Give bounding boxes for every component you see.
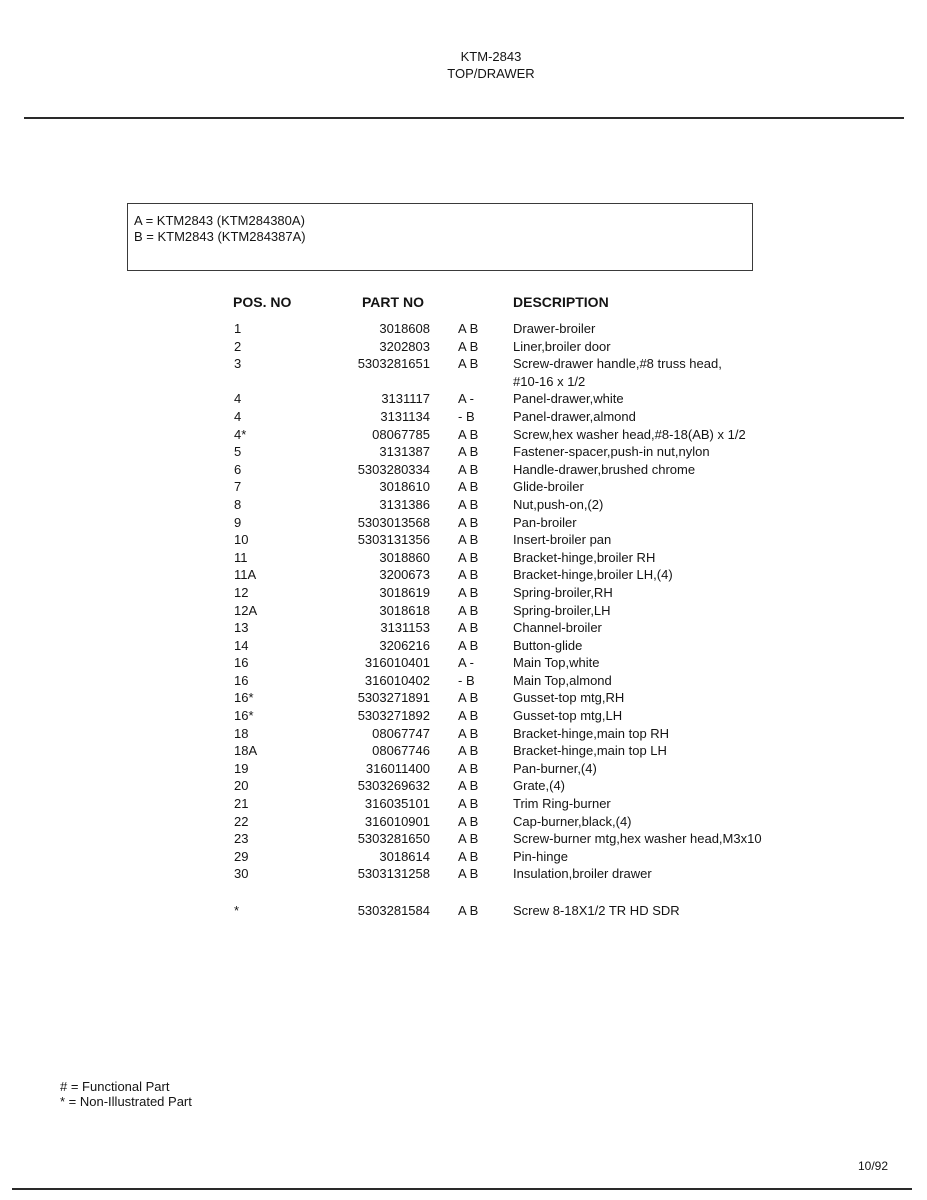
- description-line: Gusset-top mtg,RH: [513, 690, 625, 706]
- part-description: [513, 584, 893, 602]
- parts-row: [0, 320, 927, 338]
- parts-row: [0, 566, 927, 584]
- pos-no: 7: [234, 479, 242, 495]
- part-no: 316011400: [365, 760, 430, 776]
- part-no: 5303280334: [357, 461, 430, 477]
- part-no: 316010401: [364, 655, 430, 671]
- non-illustrated-part-row: [0, 903, 927, 921]
- part-description: [513, 390, 893, 408]
- parts-row: [0, 848, 927, 866]
- pos-no: 10: [234, 532, 249, 548]
- model-applicability: A B: [458, 444, 479, 460]
- pos-no: 6: [234, 461, 242, 477]
- parts-row: [0, 830, 927, 848]
- description-line: Bracket-hinge,main top LH: [513, 743, 667, 759]
- parts-row: [0, 777, 927, 795]
- part-no: 5303013568: [357, 514, 430, 530]
- pos-no: 23: [234, 831, 249, 847]
- model-applicability: A B: [458, 813, 479, 829]
- pos-no: 12A: [234, 602, 258, 618]
- model-applicability: A B: [458, 479, 479, 495]
- model-applicability: A B: [458, 461, 479, 477]
- parts-row: [0, 619, 927, 637]
- part-description: [513, 549, 893, 567]
- pos-no: 8: [234, 496, 242, 512]
- description-line: Insert-broiler pan: [513, 532, 612, 548]
- part-no: 3018614: [379, 848, 430, 864]
- part-description: [513, 725, 893, 743]
- parts-row: [0, 496, 927, 514]
- part-description: [513, 461, 893, 479]
- model-applicability: A B: [458, 903, 479, 918]
- pos-no: 16: [234, 672, 249, 688]
- description-line: Pan-broiler: [513, 514, 577, 530]
- top-divider: [24, 117, 904, 119]
- part-description: [513, 865, 893, 883]
- parts-row: [0, 426, 927, 444]
- pos-no: 16*: [234, 708, 254, 724]
- part-description: [513, 760, 893, 778]
- part-description: [513, 848, 893, 866]
- parts-row: [0, 654, 927, 672]
- part-description: [513, 338, 893, 356]
- parts-row: [0, 742, 927, 760]
- part-description: [513, 619, 893, 637]
- model-applicability: A B: [458, 567, 479, 583]
- part-description: [513, 355, 893, 390]
- description-line: Pin-hinge: [513, 848, 568, 864]
- part-description: [513, 637, 893, 655]
- parts-row: [0, 390, 927, 408]
- model-applicability: A -: [458, 391, 474, 407]
- part-description: [513, 320, 893, 338]
- part-no: 3018860: [379, 549, 430, 565]
- model-legend: [127, 203, 753, 271]
- non-illustrated-part-note: * = Non-Illustrated Part: [60, 1094, 192, 1109]
- part-description: [513, 496, 893, 514]
- model-applicability: A B: [458, 848, 479, 864]
- part-description: [513, 426, 893, 444]
- part-no: 3131134: [380, 408, 430, 424]
- legend-line-b: B = KTM2843 (KTM284387A): [134, 229, 306, 244]
- part-description: [513, 443, 893, 461]
- pos-no: 4: [234, 391, 242, 407]
- model-applicability: A B: [458, 637, 479, 653]
- part-description: [513, 813, 893, 831]
- description-line: Bracket-hinge,broiler RH: [513, 549, 656, 565]
- part-description: [513, 795, 893, 813]
- part-no: 3200673: [379, 567, 430, 583]
- part-no: 08067747: [372, 725, 430, 741]
- pos-no: 30: [234, 866, 249, 882]
- part-no: 5303131258: [357, 866, 430, 882]
- description-line: Main Top,almond: [513, 672, 612, 688]
- parts-row: [0, 672, 927, 690]
- model-applicability: A B: [458, 532, 479, 548]
- part-description: [513, 408, 893, 426]
- part-description: [513, 531, 893, 549]
- legend-notes: [60, 1079, 192, 1109]
- model-applicability: A B: [458, 831, 479, 847]
- model-applicability: A B: [458, 584, 479, 600]
- part-no-header: PART NO: [362, 294, 424, 310]
- pos-no: 18: [234, 725, 249, 741]
- description-line: Glide-broiler: [513, 479, 584, 495]
- description-line: Button-glide: [513, 637, 583, 653]
- pos-no: 13: [234, 620, 249, 636]
- pos-no: 12: [234, 584, 249, 600]
- model-applicability: A B: [458, 690, 479, 706]
- description-line: Channel-broiler: [513, 620, 602, 636]
- part-no: 5303281651: [357, 356, 430, 372]
- model-applicability: A B: [458, 743, 479, 759]
- parts-row: [0, 443, 927, 461]
- part-no: 3131386: [379, 496, 430, 512]
- parts-row: [0, 584, 927, 602]
- part-no: 5303131356: [357, 532, 430, 548]
- description-line: #10-16 x 1/2: [513, 373, 586, 389]
- pos-no: 4*: [234, 426, 247, 442]
- pos-no: 9: [234, 514, 242, 530]
- description-line: Fastener-spacer,push-in nut,nylon: [513, 444, 710, 460]
- model-applicability: A B: [458, 866, 479, 882]
- revision-date: 10/92: [858, 1159, 889, 1173]
- parts-row: [0, 514, 927, 532]
- model-applicability: A B: [458, 708, 479, 724]
- pos-no: 19: [234, 760, 249, 776]
- parts-row: [0, 461, 927, 479]
- pos-no: 18A: [234, 743, 258, 759]
- parts-row: [0, 338, 927, 356]
- part-no: 3206216: [379, 637, 430, 653]
- part-no: 316010901: [364, 813, 430, 829]
- model-title: KTM-2843: [460, 49, 522, 64]
- parts-row: [0, 865, 927, 883]
- parts-row: [0, 689, 927, 707]
- parts-list: [0, 320, 927, 883]
- parts-row: [0, 602, 927, 620]
- part-no: 3131153: [380, 620, 430, 636]
- pos-no: 29: [234, 848, 249, 864]
- part-description: [513, 672, 893, 690]
- part-description: [513, 602, 893, 620]
- model-applicability: A -: [458, 655, 474, 671]
- parts-row: [0, 725, 927, 743]
- pos-no: 4: [234, 408, 242, 424]
- pos-no: 2: [234, 338, 242, 354]
- part-no: 5303271891: [357, 690, 430, 706]
- part-no: 5303281650: [357, 831, 430, 847]
- part-description: [513, 654, 893, 672]
- part-no: 3018608: [379, 321, 430, 336]
- part-no: 5303281584: [357, 903, 430, 918]
- part-description: [513, 777, 893, 795]
- description-line: Bracket-hinge,main top RH: [513, 725, 670, 741]
- pos-no: 3: [234, 356, 242, 372]
- description-line: Pan-burner,(4): [513, 760, 597, 776]
- part-no: 316035101: [364, 796, 430, 812]
- part-description: [513, 566, 893, 584]
- model-applicability: A B: [458, 796, 479, 812]
- description-line: Screw-drawer handle,#8 truss head,: [513, 356, 722, 372]
- section-title: TOP/DRAWER: [447, 66, 535, 81]
- part-description: [513, 514, 893, 532]
- description-line: Main Top,white: [513, 655, 600, 671]
- description-line: Screw,hex washer head,#8-18(AB) x 1/2: [513, 426, 746, 442]
- parts-row: [0, 813, 927, 831]
- model-applicability: A B: [458, 760, 479, 776]
- model-applicability: A B: [458, 778, 479, 794]
- description-line: Insulation,broiler drawer: [513, 866, 652, 882]
- bottom-divider: [12, 1188, 912, 1190]
- model-applicability: A B: [458, 514, 479, 530]
- parts-row: [0, 795, 927, 813]
- model-applicability: - B: [458, 672, 475, 688]
- legend-line-a: A = KTM2843 (KTM284380A): [134, 213, 305, 228]
- part-no: 5303271892: [357, 708, 430, 724]
- description-line: Drawer-broiler: [513, 321, 596, 336]
- part-no: 3018619: [379, 584, 430, 600]
- model-applicability: A B: [458, 549, 479, 565]
- pos-no: 1: [234, 321, 242, 336]
- parts-row: [0, 760, 927, 778]
- description-line: Bracket-hinge,broiler LH,(4): [513, 567, 673, 583]
- part-no: 3018618: [379, 602, 430, 618]
- pos-no: 5: [234, 444, 242, 460]
- description-line: Liner,broiler door: [513, 338, 611, 354]
- parts-row: [0, 355, 927, 390]
- part-no: 3131387: [379, 444, 430, 460]
- model-applicability: A B: [458, 496, 479, 512]
- part-description: [513, 689, 893, 707]
- model-applicability: A B: [458, 602, 479, 618]
- part-description: [513, 742, 893, 760]
- pos-no: 16*: [234, 690, 254, 706]
- description-line: Gusset-top mtg,LH: [513, 708, 623, 724]
- parts-row: [0, 531, 927, 549]
- pos-no: 20: [234, 778, 249, 794]
- pos-no-header: POS. NO: [233, 294, 292, 310]
- pos-no: 22: [234, 813, 249, 829]
- part-description: [513, 830, 893, 848]
- part-description: [513, 478, 893, 496]
- model-applicability: A B: [458, 620, 479, 636]
- parts-row: [0, 549, 927, 567]
- parts-row: [0, 707, 927, 725]
- description-line: Panel-drawer,white: [513, 391, 624, 407]
- pos-no: *: [234, 903, 240, 918]
- pos-no: 14: [234, 637, 249, 653]
- model-applicability: A B: [458, 338, 479, 354]
- description-line: Panel-drawer,almond: [513, 408, 636, 424]
- part-no: 5303269632: [357, 778, 430, 794]
- parts-row: [0, 478, 927, 496]
- description-line: Cap-burner,black,(4): [513, 813, 632, 829]
- model-applicability: - B: [458, 408, 475, 424]
- functional-part-note: # = Functional Part: [60, 1079, 170, 1094]
- part-description: [513, 707, 893, 725]
- part-no: 08067785: [372, 426, 430, 442]
- part-no: 3202803: [379, 338, 430, 354]
- model-applicability: A B: [458, 356, 479, 372]
- description-line: Screw-burner mtg,hex washer head,M3x10: [513, 831, 762, 847]
- part-no: 08067746: [372, 743, 430, 759]
- parts-row: [0, 637, 927, 655]
- pos-no: 11: [234, 549, 248, 565]
- pos-no: 21: [234, 796, 249, 812]
- description-header: DESCRIPTION: [513, 294, 609, 310]
- description-line: Grate,(4): [513, 778, 566, 794]
- model-applicability: A B: [458, 426, 479, 442]
- part-no: 316010402: [364, 672, 430, 688]
- model-applicability: A B: [458, 321, 479, 336]
- part-no: 3018610: [379, 479, 430, 495]
- part-description: Screw 8-18X1/2 TR HD SDR: [513, 903, 680, 918]
- description-line: Trim Ring-burner: [513, 796, 611, 812]
- description-line: Spring-broiler,LH: [513, 602, 611, 618]
- description-line: Nut,push-on,(2): [513, 496, 604, 512]
- model-applicability: A B: [458, 725, 479, 741]
- description-line: Spring-broiler,RH: [513, 584, 613, 600]
- part-no: 3131117: [381, 391, 430, 407]
- description-line: Handle-drawer,brushed chrome: [513, 461, 696, 477]
- pos-no: 16: [234, 655, 249, 671]
- parts-row: [0, 408, 927, 426]
- pos-no: 11A: [234, 567, 257, 583]
